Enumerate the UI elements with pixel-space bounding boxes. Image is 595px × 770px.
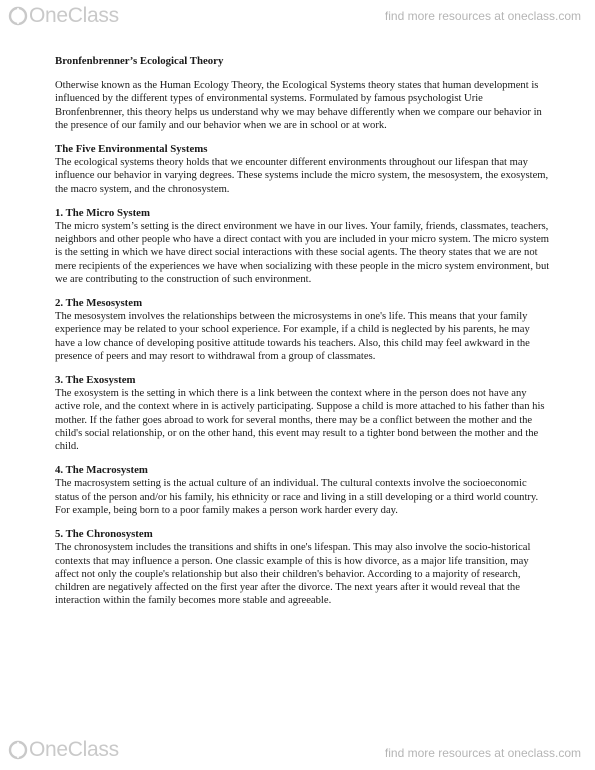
document-title: Bronfenbrenner’s Ecological Theory — [55, 55, 224, 67]
brand-name: OneClass — [29, 4, 119, 27]
section-heading: 3. The Exosystem — [55, 374, 136, 387]
brand-name: OneClass — [29, 738, 119, 761]
section-heading: 2. The Mesosystem — [55, 297, 143, 310]
section-body: The chronosystem includes the transitions and shifts in one's lifespan. This may also involve the socio-historical contexts that may influence a person. One classic example of this is how divorce, as a major life transition, may affect not only the couple's relationship but also their children's behavior. According to a majority of research, children are negatively affected on the first year after the divorce. The next years after it would reveal that the interaction within the family becomes more stable and agreeable. — [55, 542, 531, 607]
section-heading: 4. The Macrosystem — [55, 464, 148, 477]
header-tagline-link[interactable]: find more resources at oneclass.com — [384, 9, 581, 23]
section — [55, 207, 550, 286]
section-heading: 5. The Chronosystem — [55, 528, 153, 541]
section-body: The mesosystem involves the relationships between the microsystems in one's life. This means that your family experience may be related to your school experience. For example, if a child is neglected by his parents, he may have a low chance of developing positive attitude towards his teachers. Also, this child may feel awkward in the presence of peers and may resort to withdrawal from a group of classmates. — [55, 311, 530, 362]
oneclass-logo[interactable] — [8, 4, 119, 28]
footer-tagline-link[interactable]: find more resources at oneclass.com — [384, 746, 581, 760]
section — [55, 464, 550, 517]
section — [55, 374, 550, 453]
section — [55, 143, 550, 196]
page-header — [0, 0, 595, 36]
intro-paragraph: Otherwise known as the Human Ecology Theory, the Ecological Systems theory states that human development is influenced by the different types of environmental systems. Formulated by famous psychologist Urie Bronfenbrenner, this theory helps us understand why we may behave differently when we compare our behavior in the presence of our family and our behavior when we are in school or at work. — [55, 80, 542, 131]
section-body: The macrosystem setting is the actual culture of an individual. The cultural contexts involve the socioeconomic status of the person and/or his family, his ethnicity or race and living in a still developing or a third world country. For example, being born to a poor family makes a person work harder every day. — [55, 478, 539, 516]
document-body — [55, 55, 550, 618]
oneclass-logo-icon — [8, 740, 28, 760]
section — [55, 297, 550, 363]
oneclass-footer-logo[interactable] — [8, 738, 119, 762]
section-body: The exosystem is the setting in which there is a link between the context where in the person does not have any active role, and the context where in is actively participating. Suppose a child is more attached to his father than his mother. If the father goes abroad to work for several months, there may be a conflict between the mother and the child's social relationship, or on the other hand, this event may result to a tighter bond between the mother and the child. — [55, 388, 545, 453]
oneclass-logo-icon — [8, 6, 28, 26]
section-body: The micro system’s setting is the direct environment we have in our lives. Your family, friends, classmates, teachers, neighbors and other people who have a direct contact with you are included in your micro system. The micro system is the setting in which we have direct social interactions with these social agents. The theory states that we are not mere recipients of the experiences we have when socializing with these people in the micro system environment, but we are contributing to the construction of such environment. — [55, 221, 550, 285]
section-body: The ecological systems theory holds that we encounter different environments throughout our lifespan that may influence our behavior in varying degrees. These systems include the micro system, the mesosystem, the exosystem, the macro system, and the chronosystem. — [55, 157, 549, 195]
section-heading: The Five Environmental Systems — [55, 143, 208, 156]
section — [55, 528, 550, 607]
section-heading: 1. The Micro System — [55, 206, 150, 219]
